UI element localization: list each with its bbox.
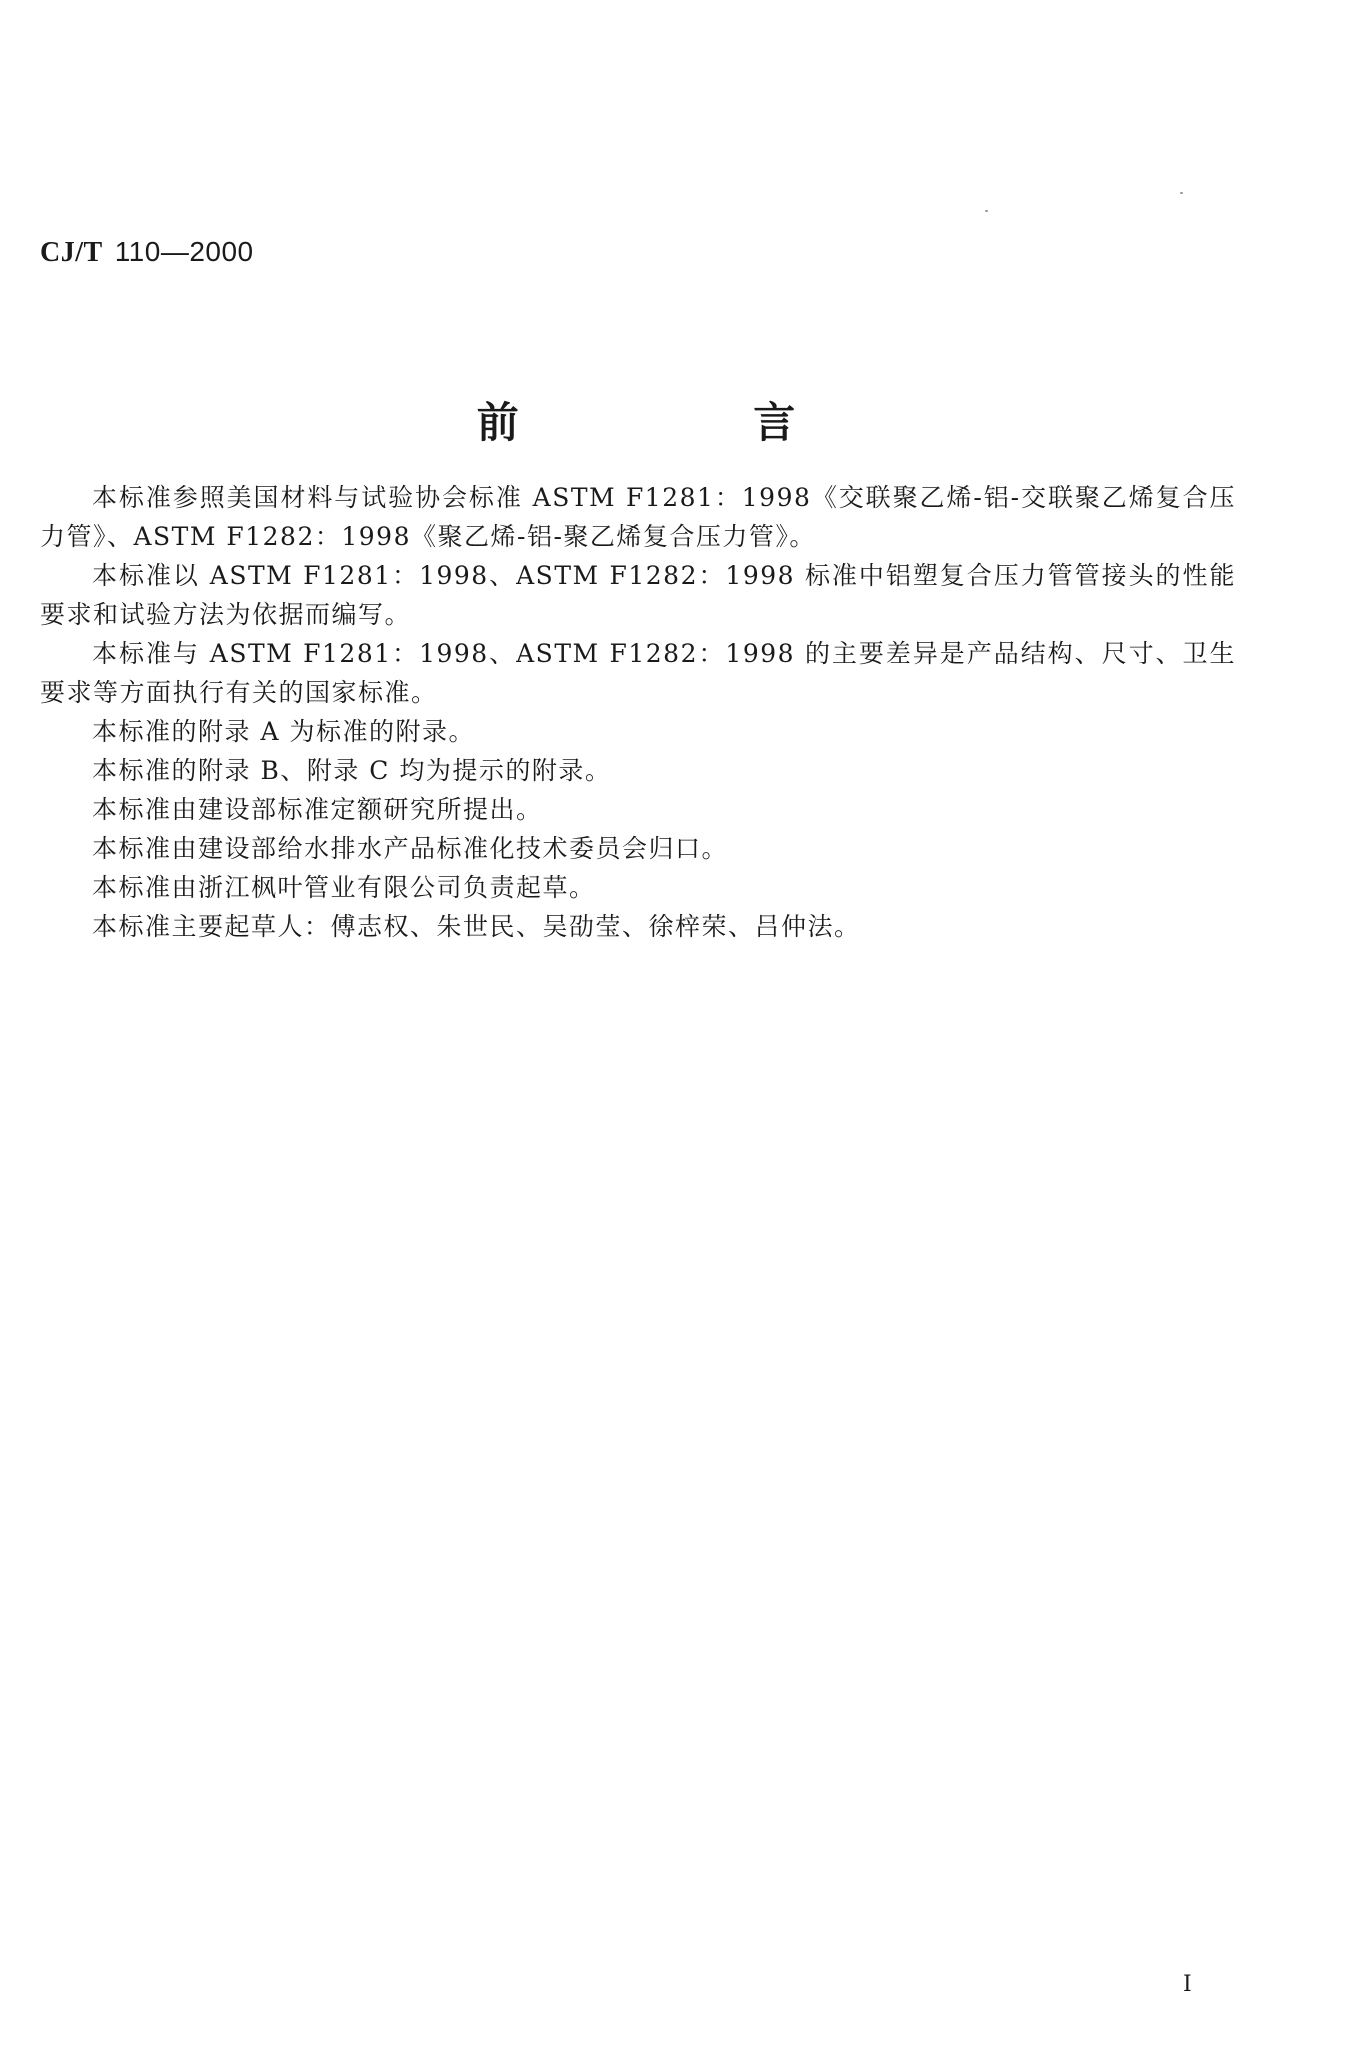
paragraph-appendix-bc: 本标准的附录 B、附录 C 均为提示的附录。 <box>92 756 612 785</box>
paragraph-proposed-by: 本标准由建设部标准定额研究所提出。 <box>92 795 543 824</box>
foreword-body <box>40 478 1236 946</box>
standard-code-prefix: CJ/T <box>40 237 103 268</box>
paragraph-drafters: 本标准主要起草人：傅志权、朱世民、吴劭莹、徐梓荣、吕仲法。 <box>92 912 861 941</box>
scan-speck <box>985 210 988 212</box>
standard-code-number: 110—2000 <box>114 236 254 267</box>
page-number: I <box>1183 1972 1192 1997</box>
paragraph-drafted-by: 本标准由浙江枫叶管业有限公司负责起草。 <box>92 873 596 902</box>
page-title: 前 言 <box>476 398 906 447</box>
paragraph-appendix-a: 本标准的附录 A 为标准的附录。 <box>92 717 475 746</box>
paragraph-reference-standards: 本标准参照美国材料与试验协会标准 ASTM F1281：1998《交联聚乙烯-铝-交联聚乙烯复合压力管》、ASTM F1282：1998《聚乙烯-铝-聚乙烯复合压力管》。 <box>40 483 1236 551</box>
paragraph-managed-by: 本标准由建设部给水排水产品标准化技术委员会归口。 <box>92 834 729 863</box>
standard-code <box>40 236 254 269</box>
paragraph-differences: 本标准与 ASTM F1281：1998、ASTM F1282：1998 的主要差异是产品结构、尺寸、卫生要求等方面执行有关的国家标准。 <box>40 639 1236 707</box>
paragraph-basis: 本标准以 ASTM F1281：1998、ASTM F1282：1998 标准中铝塑复合压力管管接头的性能要求和试验方法为依据而编写。 <box>40 561 1236 629</box>
scan-speck <box>1180 192 1183 194</box>
